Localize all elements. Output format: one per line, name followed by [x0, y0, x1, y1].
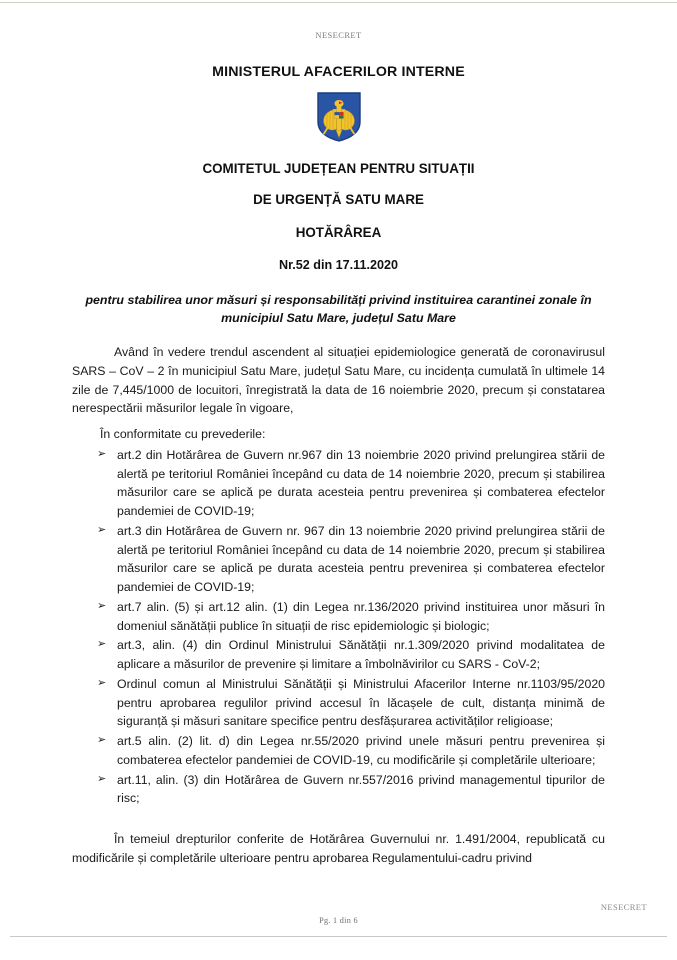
conformity-intro: În conformitate cu prevederile: — [100, 427, 266, 442]
arrowhead-bullet-icon: ➢ — [97, 447, 107, 460]
arrowhead-bullet-icon: ➢ — [97, 772, 107, 785]
committee-heading-line-2: DE URGENȚĂ SATU MARE — [253, 192, 424, 208]
arrowhead-bullet-icon: ➢ — [97, 676, 107, 689]
list-item — [72, 675, 605, 731]
committee-heading-line-1: COMITETUL JUDEȚEAN PENTRU SITUAȚII — [202, 161, 475, 176]
list-item-text: art.7 alin. (5) și art.12 alin. (1) din Legea nr.136/2020 privind instituirea unor măsuri în domeniul sănătății publice în situații de risc epidemiologic și biologic; — [117, 599, 605, 633]
list-item-text: art.3, alin. (4) din Ordinul Ministrului Sănătății nr.1.309/2020 privind modalitatea de aplicare a măsurilor de prevenire și limitare a îmbolnăvirilor cu SARS - CoV-2; — [117, 638, 605, 672]
page-number: Pg. 1 din 6 — [319, 916, 358, 925]
page-footer — [0, 898, 677, 960]
list-item-text: art.5 alin. (2) lit. d) din Legea nr.55/2020 privind unele măsuri pentru prevenirea și combaterea efectelor pandemiei de COVID-19, cu modificările și completările ulterioare; — [117, 734, 605, 767]
romanian-coat-of-arms-icon — [317, 92, 361, 142]
classification-marking-top: NESECRET — [315, 30, 362, 40]
legal-basis-list — [72, 446, 605, 808]
ministry-heading: MINISTERUL AFACERILOR INTERNE — [212, 64, 465, 80]
arrowhead-bullet-icon: ➢ — [97, 638, 107, 651]
decision-heading: HOTĂRÂREA — [295, 225, 382, 241]
list-item — [72, 732, 605, 770]
list-item — [72, 522, 605, 597]
closing-paragraph: În temeiul drepturilor conferite de Hotărârea Guvernului nr. 1.491/2004, republicată cu modificările și completările ulterioare pentru aprobarea Regulamentului-cadru privind — [72, 832, 605, 865]
arrowhead-bullet-icon: ➢ — [97, 734, 107, 747]
preamble-paragraph: Având în vedere trendul ascendent al situației epidemiologice generată de coronavirusul SARS – CoV – 2 în municipiul Satu Mare, județul Satu Mare, cu incidența cumulată în ultimele 14 zile de 7,445/1000 de locuitori, înregistrată la data de 16 noiembrie 2020, precum și constatarea nerespectării măsurilor legale în vigoare, — [72, 345, 605, 416]
list-item — [72, 636, 605, 674]
arrowhead-bullet-icon: ➢ — [97, 599, 107, 612]
classification-marking-bottom: NESECRET — [600, 902, 647, 912]
document-subject: pentru stabilirea unor măsuri și responsabilități privind instituirea carantinei zonale în municipiul Satu Mare, județul Satu Mare — [85, 293, 592, 326]
top-divider — [0, 2, 677, 3]
footer-divider — [10, 936, 667, 937]
list-item-text: Ordinul comun al Ministrului Sănătății și Ministrului Afacerilor Interne nr.1103/95/2020 pentru aprobarea regulilor privind accesul în lăcașele de cult, distanța minimă de siguranță și măsuri sanitare specifice pentru desfășurarea activităților religioase; — [117, 676, 605, 729]
list-item — [72, 598, 605, 636]
list-item-text: art.2 din Hotărârea de Guvern nr.967 din 13 noiembrie 2020 privind prelungirea stării de alertă pe teritoriul României începând cu data de 14 noiembrie 2020, precum și stabilirea măsurilor care se aplică pe durata acesteia pentru prevenirea și combaterea efectelor pandemiei de COVID-19; — [117, 447, 605, 519]
list-item-text: art.11, alin. (3) din Hotărârea de Guvern nr.557/2016 privind managementul tipurilor de risc; — [117, 772, 605, 806]
list-item-text: art.3 din Hotărârea de Guvern nr. 967 din 13 noiembrie 2020 privind prelungirea stării de alertă pe teritoriul României începând cu data de 14 noiembrie 2020, precum și stabilirea măsurilor care se aplică pe durata acesteia pentru prevenirea și combaterea efectelor pandemiei de COVID-19; — [117, 523, 605, 595]
list-item — [72, 446, 605, 521]
crest-container — [72, 92, 605, 142]
decision-number: Nr.52 din 17.11.2020 — [278, 258, 399, 273]
arrowhead-bullet-icon: ➢ — [97, 523, 107, 536]
list-item — [72, 771, 605, 809]
